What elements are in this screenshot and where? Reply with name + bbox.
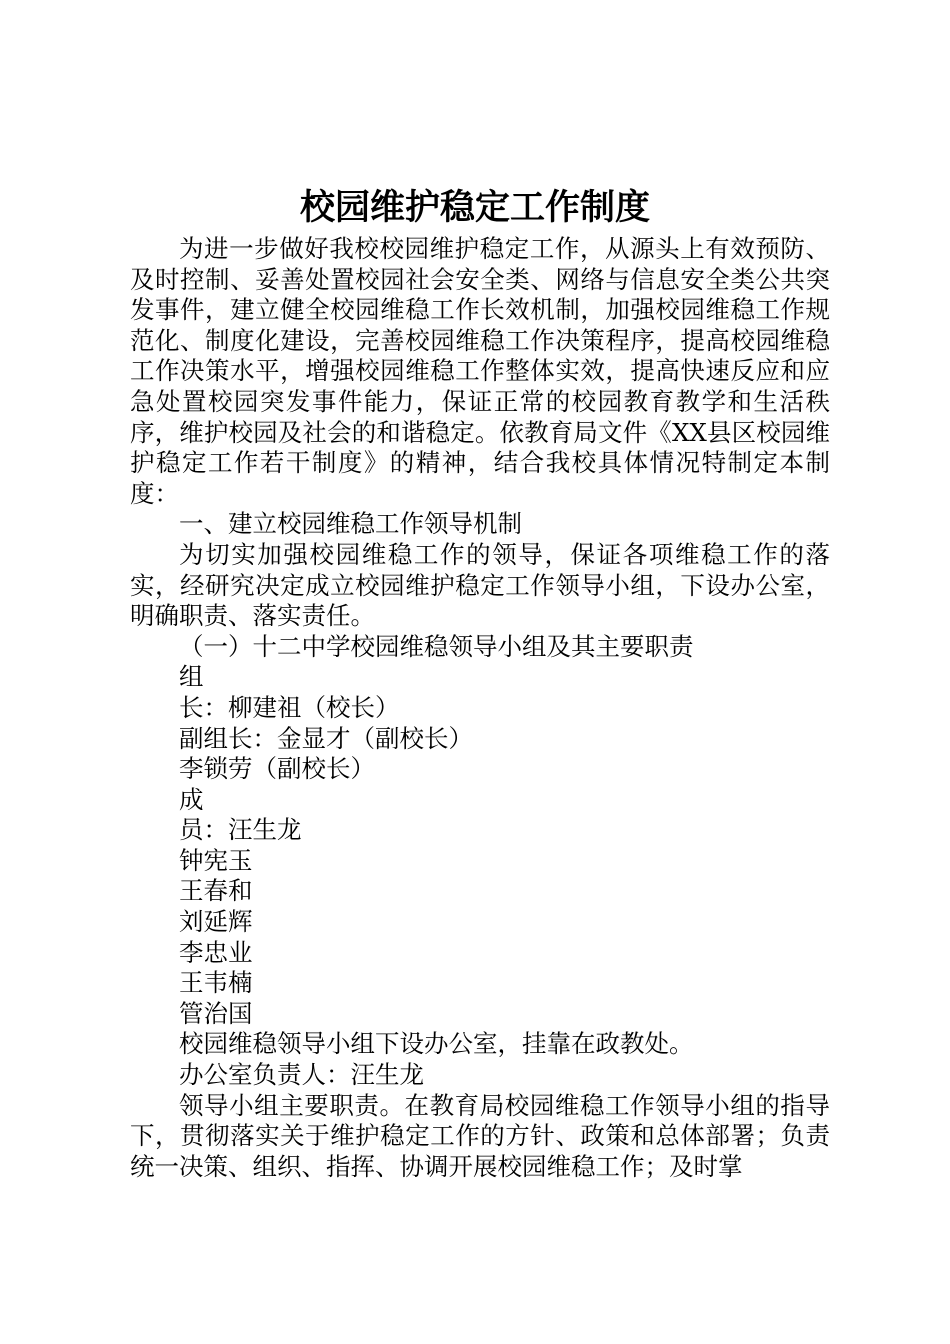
member-line: 李锁劳（副校长）	[179, 754, 375, 784]
member-line: 王春和	[179, 876, 253, 906]
member-line: 刘延辉	[179, 907, 253, 937]
subsection-heading: （一）十二中学校园维稳领导小组及其主要职责	[179, 631, 694, 661]
section-paragraph: 为切实加强校园维稳工作的领导，保证各项维稳工作的落实，经研究决定成立校园维护稳定工作领导小组，下设办公室，明确职责、落实责任。	[130, 539, 830, 631]
intro-paragraph: 为进一步做好我校校园维护稳定工作，从源头上有效预防、及时控制、妥善处置校园社会安全类、网络与信息安全类公共突发事件，建立健全校园维稳工作长效机制，加强校园维稳工作规范化、制度化建设，完善校园维稳工作决策程序，提高校园维稳工作决策水平，增强校园维稳工作整体实效，提高快速反应和应急处置校园突发事件能力，保证正常的校园教育教学和生活秩序，维护校园及社会的和谐稳定。依教育局文件《XX县区校园维护稳定工作若干制度》的精神，结合我校具体情况特制定本制度：	[130, 234, 830, 508]
office-note: 校园维稳领导小组下设办公室，挂靠在政教处。	[179, 1029, 694, 1059]
member-line: 王韦楠	[179, 968, 253, 998]
document-title: 校园维护稳定工作制度	[299, 187, 650, 228]
document-body	[130, 234, 830, 1182]
member-line: 副组长：金显才（副校长）	[179, 723, 473, 753]
section-heading: 一、建立校园维稳工作领导机制	[179, 509, 522, 539]
member-line: 管治国	[179, 998, 253, 1028]
member-line: 李忠业	[179, 937, 253, 967]
member-line: 员：汪生龙	[179, 815, 302, 845]
member-line: 成	[179, 784, 204, 814]
member-line: 钟宪玉	[179, 845, 253, 875]
duties-paragraph: 领导小组主要职责。在教育局校园维稳工作领导小组的指导下，贯彻落实关于维护稳定工作的方针、政策和总体部署；负责统一决策、组织、指挥、协调开展校园维稳工作；及时掌	[130, 1090, 830, 1181]
office-head: 办公室负责人：汪生龙	[179, 1060, 424, 1090]
member-line: 长：柳建祖（校长）	[179, 692, 400, 722]
member-line: 组	[179, 662, 204, 692]
